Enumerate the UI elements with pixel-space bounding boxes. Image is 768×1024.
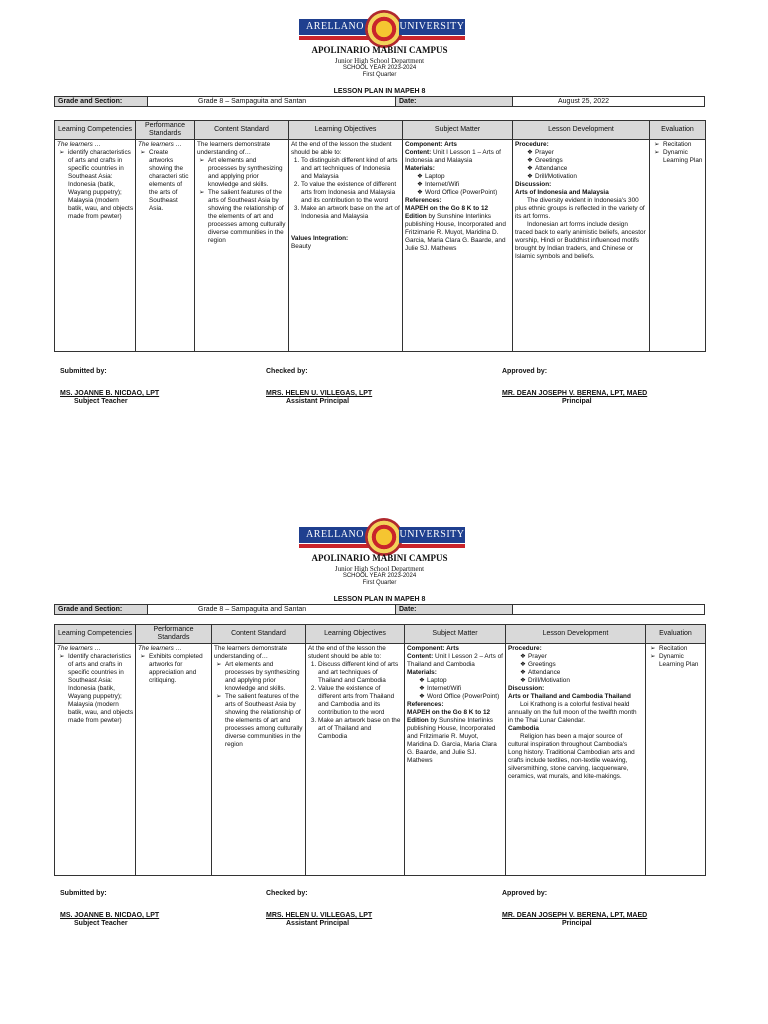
seal-icon: [365, 10, 403, 48]
header: [54, 508, 705, 604]
subject-matter: Component: Arts Content: Unit I Lesson 1 – Arts of Indonesia and Malaysia Materials: ❖ Laptop ❖ Internet/Wifi ❖ Word Office (PowerPoint) References: MAPEH on the Go 8 K to 12 Edition by Sunshine Interlinks publishing House, Incorporated and Fritzimarie R. Muyot, Maridina D. Garcia, Maria Clara G. Baarde, and Julie SJ. Mathews: [403, 140, 513, 352]
grade-section-row: Grade and Section: Grade 8 – Sampaguita and Santan Date:: [54, 604, 705, 615]
seal-icon: [365, 518, 403, 556]
submitted-name: MS. JOANNE B. NICDAO, LPT: [60, 912, 160, 919]
approved-name: MR. DEAN JOSEPH V. BERENA, LPT, MAED: [502, 390, 648, 397]
lesson-table: [54, 624, 706, 876]
subject-matter: Component: Arts Content: Unit I Lesson 2 – Arts of Thailand and Cambodia Materials: ❖ Laptop ❖ Internet/Wifi ❖ Word Office (PowerPoint) References: MAPEH on the Go 8 K to 12 Edition by Sunshine Interlinks publishing House, Incorporated and Fritzimarie R. Muyot, Maridina D. Garcia, Maria Clara G. Baarde, and Julie SJ. Mathews: [405, 644, 506, 876]
content-standard: The learners demonstrate understanding of… ➢ Art elements and processes by synthesizing and applying prior knowledge and skills. ➢ The salient features of the arts of Southeast Asia by showing the relationship of the elements of art and processes among culturally diverse communities in the region: [195, 140, 289, 352]
campus-name: APOLINARIO MABINI CAMPUS: [311, 45, 448, 55]
page-title: LESSON PLAN IN MAPEH 8: [333, 88, 426, 95]
checked-name: MRS. HELEN U. VILLEGAS, LPT: [266, 390, 373, 397]
lesson-plan-2: ARELLANO UNIVERSITY APOLINARIO MABINI CAMPUS Junior High School Department SCHOOL YEAR 2023-2024 First Quarter LESSON PLAN IN MAPEH 8 Grade and Section: Grade 8 – Sampaguita and Santan Date: Learning Competencies Performance Standards Content Standard Learning Objectives Subject Matter Lesson Development Evaluation The learners … ➢ Identify characteristics of arts and crafts in specific countries in Southeast Asia: Indonesia (batik, Wayang puppetry); Malaysia (modern batik, wau, and objects made from pewter) The learners … ➢ Exhibits completed artworks for appreciation and critiquing. The learners demonstrate understanding of… ➢ Art elements and processes by synthesizing and applying prior knowledge and skills. ➢ The salient features of the arts of Southeast Asia by showing the relationship of the elements of art and processes among culturally diverse communities in the region At the end of the lesson the student should be able to: 1. Discuss different kind of arts and art techniques of Thailand and Cambodia 2. Value the existence of different arts from Thailand and Cambodia and its contribution to the word 3. Make an artwork base on the art of Thailand and Cambodia Component: Arts Content: Unit I Lesson 2 – Arts of Thailand and Cambodia Materials: ❖ Laptop ❖ Internet/Wifi ❖ Word Office (PowerPoint) References: MAPEH on the Go 8 K to 12 Edition by Sunshine Interlinks publishing House, Incorporated and Fritzimarie R. Muyot, Maridina D. Garcia, Maria Clara G. Baarde, and Julie SJ. Mathews Procedure: ❖ Prayer ❖ Greetings ❖ Attendance ❖ Drill/Motivation Discussion: Arts or Thailand and Cambodia Thailand Loi Krathong is a colorful festival heald annually on the full moon of the twelfth month in the Thai Lunar Calendar. Cambodia Religion has been a major source of cultural inspiration throughout Cambodia's Long history. Traditional Cambodian arts and crafts include textiles, non-textile weaving, silversmithing, stone carving, lacquerware, ceramics, wat murals, and kite-makings. ➢ Recitation ➢ Dynamic Learning Plan Submitted by: Checked by: Approved by: MS. JOANNE B. NICDAO, LPT MRS. HELEN U. VILLEGAS, LPT MR. DEAN JOSEPH V. BERENA, LPT, MAED Subject Teacher Assistant Principal Principal: [54, 508, 705, 604]
department: Junior High School Department: [334, 57, 425, 65]
submitted-name: MS. JOANNE B. NICDAO, LPT: [60, 390, 160, 397]
header: [54, 0, 705, 96]
checked-name: MRS. HELEN U. VILLEGAS, LPT: [266, 912, 373, 919]
page-title: LESSON PLAN IN MAPEH 8: [333, 596, 426, 603]
table-row: [55, 644, 706, 876]
lesson-development: Procedure: ❖ Prayer ❖ Greetings ❖ Attendance ❖ Drill/Motivation Discussion: Arts or Thailand and Cambodia Thailand Loi Krathong is a colorful festival heald annually on the full moon of the twelfth month in the Thai Lunar Calendar. Cambodia Religion has been a major source of cultural inspiration throughout Cambodia's Long history. Traditional Cambodian arts and crafts include textiles, non-textile weaving, silversmithing, stone carving, lacquerware, ceramics, wat murals, and kite-makings.: [506, 644, 646, 876]
performance-standards: The learners … ➢ Exhibits completed artworks for appreciation and critiquing.: [136, 644, 212, 876]
content-standard: The learners demonstrate understanding of… ➢ Art elements and processes by synthesizing and applying prior knowledge and skills. ➢ The salient features of the arts of Southeast Asia by showing the relationship of the elements of art and processes among culturally diverse communities in the region: [212, 644, 306, 876]
evaluation: ➢ Recitation ➢ Dynamic Learning Plan: [650, 140, 706, 352]
department: Junior High School Department: [334, 565, 425, 573]
school-year: SCHOOL YEAR 2023-2024 First Quarter: [342, 573, 417, 586]
lesson-table: [54, 120, 706, 352]
university-logo: ARELLANO UNIVERSITY: [299, 518, 459, 548]
campus-name: APOLINARIO MABINI CAMPUS: [311, 553, 448, 563]
learning-objectives: At the end of the lesson the student should be able to: 1. To distinguish different kind of arts and art techniques of Indonesia and Malaysia 2. To value the existence of different arts from Indonesia and Malaysia and its contribution to the word 3. Make an artwork base on the art of Indonesia and Malaysia Values Integration: Beauty: [289, 140, 403, 352]
lesson-development: Procedure: ❖ Prayer ❖ Greetings ❖ Attendance ❖ Drill/Motivation Discussion: Arts of Indonesia and Malaysia The diversity evident in Indonesia's 300 plus ethnic groups is reflected in the variety of its art forms. Indonesian art forms include design traced back to early animistic beliefs, ancestor worship, Hindi or Buddhist influenced motifs brought by Indian traders, and Chinese or Islamic symbols and beliefs.: [513, 140, 650, 352]
grade-section-row: Grade and Section: Grade 8 – Sampaguita and Santan Date: August 25, 2022: [54, 96, 705, 107]
university-logo: ARELLANO UNIVERSITY: [299, 10, 459, 40]
approved-name: MR. DEAN JOSEPH V. BERENA, LPT, MAED: [502, 912, 648, 919]
learning-competencies: The learners … ➢ identify characteristics of arts and crafts in specific countries in Southeast Asia: Indonesia (batik, Wayang puppetry); Malaysia (modern batik, wau, and objects made from pewter): [55, 140, 136, 352]
evaluation: ➢ Recitation ➢ Dynamic Learning Plan: [646, 644, 706, 876]
school-year: SCHOOL YEAR 2023-2024 First Quarter: [342, 65, 417, 78]
lesson-plan-1: ARELLANO UNIVERSITY APOLINARIO MABINI CAMPUS Junior High School Department SCHOOL YEAR 2023-2024 First Quarter LESSON PLAN IN MAPEH 8 Grade and Section: Grade 8 – Sampaguita and Santan Date: August 25, 2022 Learning Competencies Performance Standards Content Standard Learning Objectives Subject Matter Lesson Development Evaluation The learners … ➢ identify characteristics of arts and crafts in specific countries in Southeast Asia: Indonesia (batik, Wayang puppetry); Malaysia (modern batik, wau, and objects made from pewter) The learners … ➢ Create artworks showing the characteri stic elements of the arts of Southeast Asia. The learners demonstrate understanding of… ➢ Art elements and processes by synthesizing and applying prior knowledge and skills. ➢ The salient features of the arts of Southeast Asia by showing the relationship of the elements of art and processes among culturally diverse communities in the region At the end of the lesson the student should be able to: 1. To distinguish different kind of arts and art techniques of Indonesia and Malaysia 2. To value the existence of different arts from Indonesia and Malaysia and its contribution to the word 3. Make an artwork base on the art of Indonesia and Malaysia Values Integration: Beauty Component: Arts Content: Unit I Lesson 1 – Arts of Indonesia and Malaysia Materials: ❖ Laptop ❖ Internet/Wifi ❖ Word Office (PowerPoint) References: MAPEH on the Go 8 K to 12 Edition by Sunshine Interlinks publishing House, Incorporated and Fritzimarie R. Muyot, Maridina D. Garcia, Maria Clara G. Baarde, and Julie SJ. Mathews Procedure: ❖ Prayer ❖ Greetings ❖ Attendance ❖ Drill/Motivation Discussion: Arts of Indonesia and Malaysia The diversity evident in Indonesia's 300 plus ethnic groups is reflected in the variety of its art forms. Indonesian art forms include design traced back to early animistic beliefs, ancestor worship, Hindi or Buddhist influenced motifs brought by Indian traders, and Chinese or Islamic symbols and beliefs. ➢ Recitation ➢ Dynamic Learning Plan Submitted by: Checked by: Approved by: MS. JOANNE B. NICDAO, LPT MRS. HELEN U. VILLEGAS, LPT MR. DEAN JOSEPH V. BERENA, LPT, MAED Subject Teacher Assistant Principal Principal: [54, 0, 705, 96]
learning-objectives: At the end of the lesson the student should be able to: 1. Discuss different kind of arts and art techniques of Thailand and Cambodia 2. Value the existence of different arts from Thailand and Cambodia and its contribution to the word 3. Make an artwork base on the art of Thailand and Cambodia: [306, 644, 405, 876]
performance-standards: The learners … ➢ Create artworks showing the characteri stic elements of the arts of Southeast Asia.: [136, 140, 195, 352]
table-header-row: Learning Competencies Performance Standards Content Standard Learning Objectives Subject Matter Lesson Development Evaluation: [55, 625, 706, 644]
table-header-row: Learning Competencies Performance Standards Content Standard Learning Objectives Subject Matter Lesson Development Evaluation: [55, 121, 706, 140]
table-row: [55, 140, 706, 352]
learning-competencies: The learners … ➢ Identify characteristics of arts and crafts in specific countries in Southeast Asia: Indonesia (batik, Wayang puppetry); Malaysia (modern batik, wau, and objects made from pewter): [55, 644, 136, 876]
